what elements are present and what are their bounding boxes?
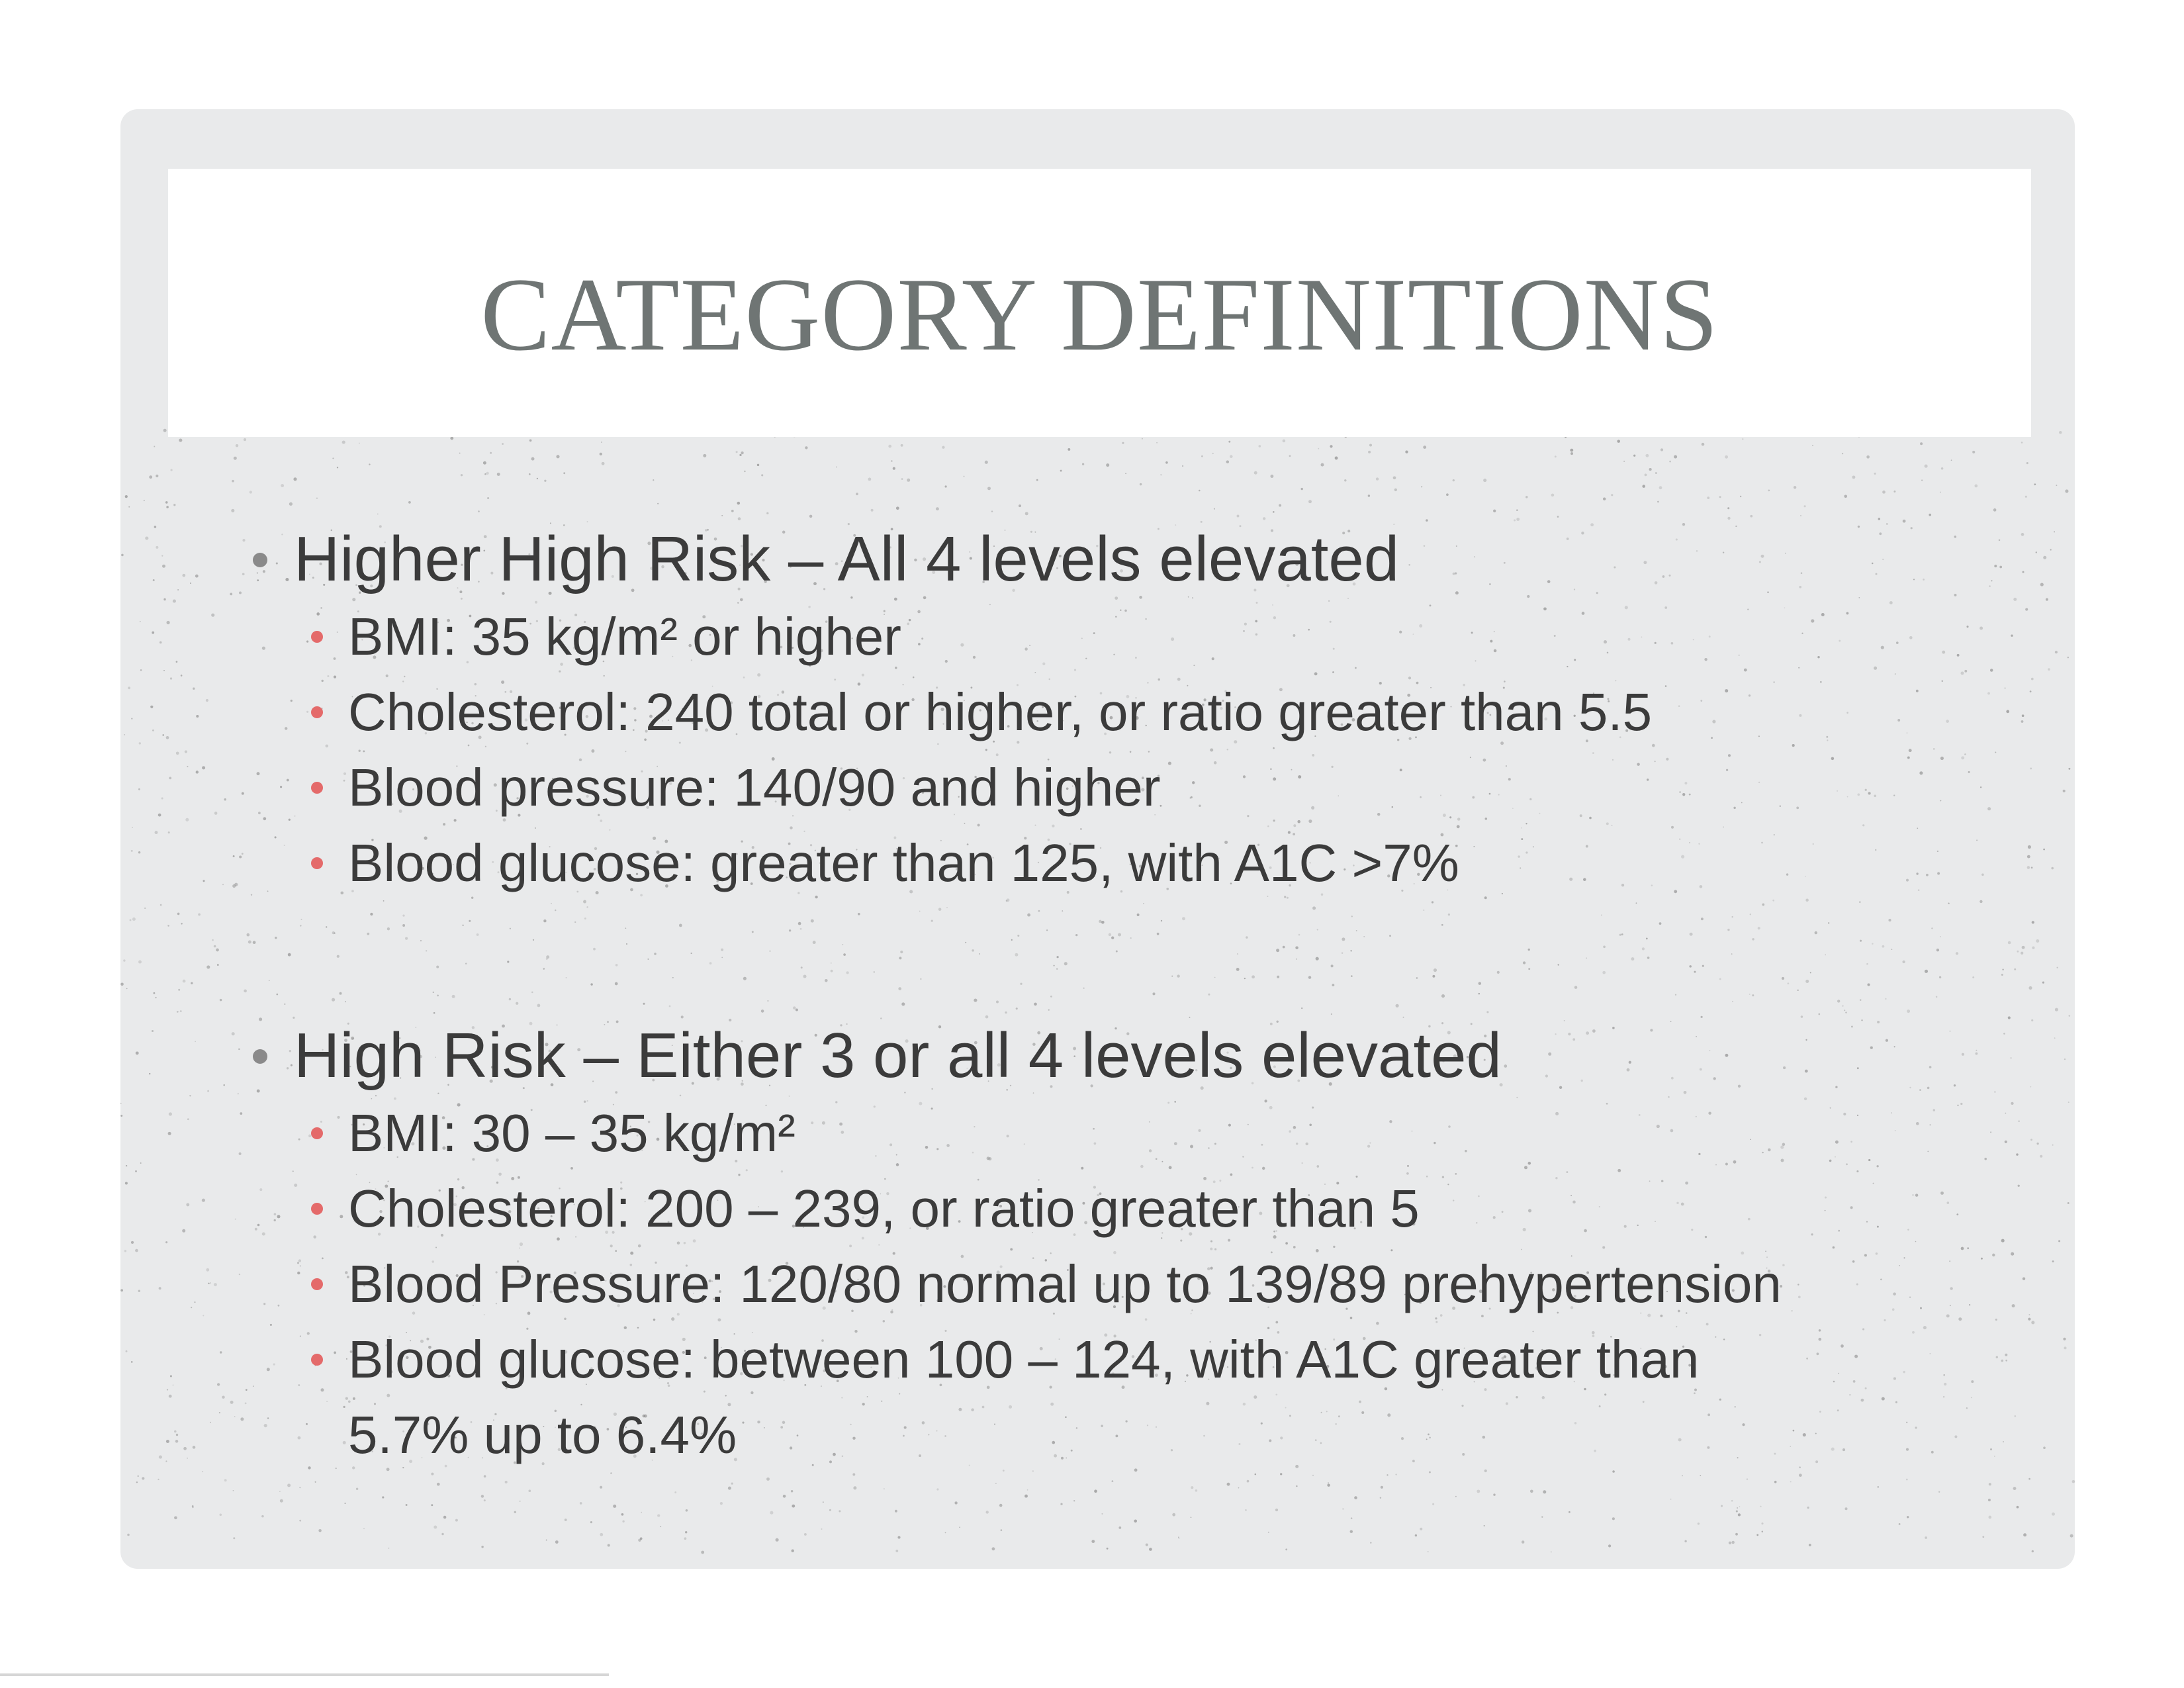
list-item bbox=[307, 750, 2040, 825]
list-item bbox=[307, 1171, 2040, 1246]
section-higher-high-risk bbox=[253, 520, 2040, 901]
list-item bbox=[307, 1096, 2040, 1171]
criteria-list bbox=[253, 599, 2040, 901]
sub-bullet-icon bbox=[311, 706, 323, 718]
section-high-risk bbox=[253, 1016, 2040, 1473]
section-heading-text: High Risk – Either 3 or all 4 levels elevated bbox=[294, 1020, 1502, 1091]
list-item bbox=[307, 1322, 2040, 1473]
slide-content bbox=[120, 109, 2075, 1569]
list-item-text: BMI: 30 – 35 kg/m² bbox=[348, 1103, 796, 1162]
section-heading bbox=[253, 520, 2040, 599]
sub-bullet-icon bbox=[311, 782, 323, 794]
sub-bullet-icon bbox=[311, 1354, 323, 1366]
sub-bullet-icon bbox=[311, 857, 323, 869]
section-heading-text: Higher High Risk – All 4 levels elevated bbox=[294, 524, 1400, 594]
sub-bullet-icon bbox=[311, 1278, 323, 1290]
list-item-text: Cholesterol: 240 total or higher, or ratio greater than 5.5 bbox=[348, 682, 1653, 741]
bullet-icon bbox=[253, 1049, 267, 1064]
bullet-icon bbox=[253, 553, 267, 567]
slide-title: CATEGORY DEFINITIONS bbox=[480, 256, 1719, 373]
slide bbox=[120, 109, 2075, 1569]
list-item-text: Blood glucose: greater than 125, with A1C >7% bbox=[348, 833, 1459, 892]
criteria-list bbox=[253, 1096, 2040, 1473]
list-item bbox=[307, 825, 2040, 901]
page-edge-rule bbox=[0, 1673, 609, 1676]
sub-bullet-icon bbox=[311, 1203, 323, 1215]
list-item-text-continued: 5.7% up to 6.4% bbox=[348, 1405, 737, 1464]
list-item-text: Blood glucose: between 100 – 124, with A1C greater than bbox=[348, 1330, 1700, 1389]
section-heading bbox=[253, 1016, 2040, 1096]
list-item bbox=[307, 599, 2040, 675]
list-item-text: Blood Pressure: 120/80 normal up to 139/89 prehypertension bbox=[348, 1254, 1782, 1313]
sub-bullet-icon bbox=[311, 631, 323, 643]
list-item bbox=[307, 675, 2040, 750]
list-item bbox=[307, 1246, 2040, 1322]
list-item-text: Cholesterol: 200 – 239, or ratio greater than 5 bbox=[348, 1179, 1420, 1238]
list-item-text: Blood pressure: 140/90 and higher bbox=[348, 758, 1161, 817]
list-item-text: BMI: 35 kg/m² or higher bbox=[348, 607, 901, 666]
sub-bullet-icon bbox=[311, 1127, 323, 1139]
